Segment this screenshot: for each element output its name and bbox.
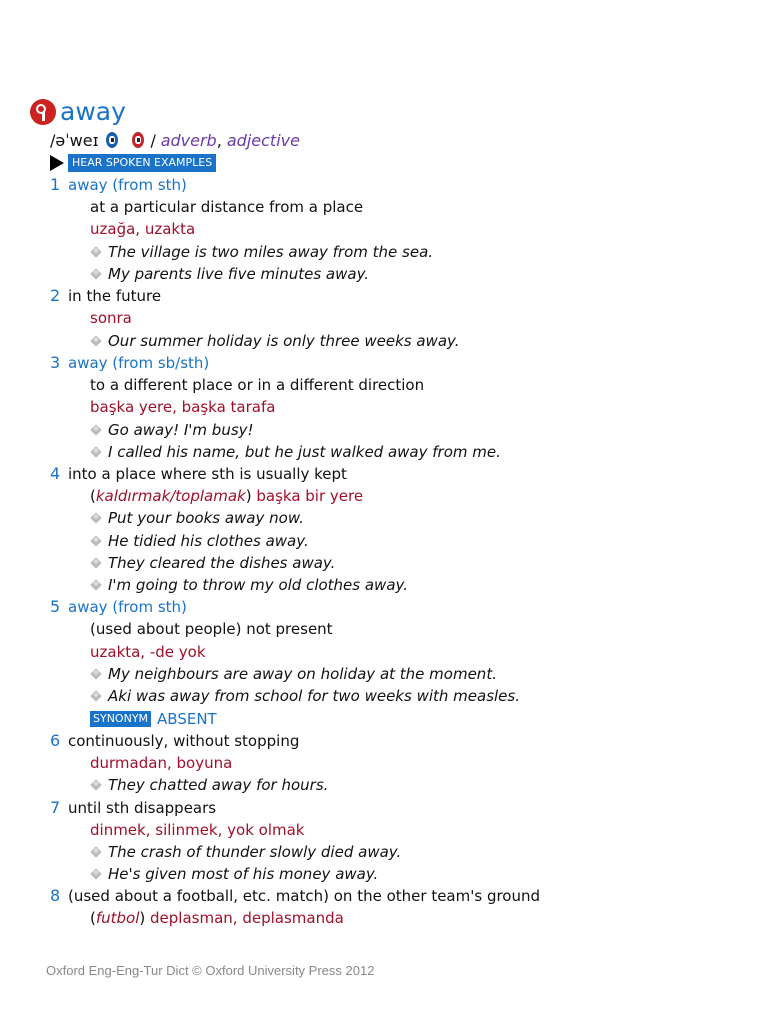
example-sentence[interactable] (90, 329, 750, 351)
example-bullet-icon (90, 535, 101, 546)
example-text: My parents live five minutes away. (108, 265, 370, 284)
example-sentence[interactable] (90, 241, 750, 263)
sense-head (50, 352, 750, 374)
turkish-translation: sonra (90, 309, 132, 328)
copyright-footer: Oxford Eng-Eng-Tur Dict © Oxford University Press 2012 (46, 963, 375, 978)
pronunciation-close: / (150, 130, 156, 150)
sense-head (50, 885, 750, 907)
sense-number: 8 (50, 886, 61, 906)
sense-number: 1 (50, 175, 61, 194)
paren-close: ) (139, 909, 151, 928)
sense-definition: in the future (68, 287, 162, 306)
sense-head (50, 797, 750, 819)
translation-text: başka bir yere (256, 486, 364, 505)
turkish-translation: durmadan, boyuna (90, 753, 233, 772)
sense-number: 6 (50, 730, 61, 750)
example-text: They chatted away for hours. (108, 776, 329, 795)
paren-open: ( (90, 486, 96, 505)
synonym-link[interactable]: ABSENT (157, 709, 217, 728)
example-text: My neighbours are away on holiday at the moment. (108, 665, 497, 684)
turkish-translation: dinmek, silinmek, yok olmak (90, 820, 305, 839)
headword: away (60, 97, 126, 126)
example-bullet-icon (90, 580, 101, 591)
turkish-translation: uzakta, -de yok (90, 642, 206, 661)
example-bullet-icon (90, 869, 101, 880)
example-text: Go away! I'm busy! (108, 420, 254, 439)
example-sentence[interactable] (90, 574, 750, 596)
sense-number: 4 (50, 463, 61, 483)
example-text: The village is two miles away from the sea. (108, 242, 434, 261)
sense-3 (50, 352, 750, 463)
part-of-speech-adjective[interactable]: adjective (226, 130, 300, 150)
dictionary-entry (30, 96, 750, 930)
example-bullet-icon (90, 780, 101, 791)
hear-examples-row (50, 152, 750, 174)
sense-head (50, 285, 750, 307)
example-sentence[interactable] (90, 685, 750, 707)
example-text: I'm going to throw my old clothes away. (108, 576, 408, 595)
example-text: He tidied his clothes away. (108, 531, 309, 550)
sense-number: 3 (50, 352, 61, 372)
senses-list (30, 174, 750, 930)
translation-label: futbol (95, 909, 140, 928)
sense-6 (50, 730, 750, 797)
sense-definition: into a place where sth is usually kept (68, 464, 347, 483)
example-sentence[interactable] (90, 841, 750, 863)
example-sentence[interactable] (90, 418, 750, 440)
turkish-translation (90, 907, 750, 929)
sense-head (50, 730, 750, 752)
example-text: They cleared the dishes away. (108, 554, 336, 572)
american-audio-speaker-icon[interactable] (129, 130, 147, 150)
british-audio-speaker-icon[interactable] (103, 130, 121, 150)
example-sentence[interactable] (90, 441, 750, 463)
sense-1 (50, 174, 750, 285)
sense-definition: continuously, without stopping (68, 731, 300, 750)
synonym-row (90, 708, 750, 730)
example-sentence[interactable] (90, 263, 750, 285)
turkish-translation: başka yere, başka tarafa (90, 398, 276, 417)
example-text: The crash of thunder slowly died away. (108, 842, 402, 861)
sense-7 (50, 797, 750, 886)
hear-spoken-examples-button[interactable]: HEAR SPOKEN EXAMPLES (68, 154, 216, 172)
turkish-translation (90, 485, 750, 507)
sense-4 (50, 463, 750, 596)
example-text: Put your books away now. (108, 509, 304, 528)
example-text: I called his name, but he just walked away from me. (108, 442, 501, 461)
synonym-badge: SYNONYM (90, 711, 151, 727)
translation-text: deplasman, deplasmanda (150, 909, 344, 928)
headword-row (30, 96, 750, 128)
example-bullet-icon (90, 691, 101, 702)
sense-definition: until sth disappears (68, 798, 217, 817)
example-bullet-icon (90, 557, 101, 568)
example-bullet-icon (90, 268, 101, 279)
example-bullet-icon (90, 335, 101, 346)
sense-number: 5 (50, 597, 61, 617)
example-bullet-icon (90, 846, 101, 857)
example-text: Our summer holiday is only three weeks away. (108, 331, 460, 350)
sense-2 (50, 285, 750, 352)
sense-phrase: away (from sth) (68, 176, 187, 194)
example-sentence[interactable] (90, 663, 750, 685)
translation-label: kaldırmak/toplamak (95, 486, 246, 505)
pronunciation: /əˈweɪ (50, 130, 99, 150)
example-bullet-icon (90, 446, 101, 457)
sense-8 (50, 885, 750, 929)
sense-number: 7 (50, 797, 61, 817)
definition: (used about people) not present (90, 620, 333, 639)
play-icon[interactable] (50, 155, 64, 171)
example-bullet-icon (90, 424, 101, 435)
definition: to a different place or in a different direction (90, 375, 425, 394)
example-sentence[interactable] (90, 863, 750, 885)
oxford-key-icon (30, 99, 56, 125)
part-of-speech-adverb[interactable]: adverb (160, 130, 217, 150)
example-bullet-icon (90, 513, 101, 524)
example-sentence[interactable] (90, 507, 750, 529)
sense-head (50, 463, 750, 485)
example-sentence[interactable] (90, 552, 750, 574)
definition: at a particular distance from a place (90, 198, 364, 216)
turkish-translation: uzağa, uzakta (90, 220, 196, 239)
sense-phrase: away (from sth) (68, 598, 187, 617)
sense-phrase: away (from sb/sth) (68, 353, 210, 372)
sense-definition: (used about a football, etc. match) on the other team's ground (68, 887, 541, 906)
example-text: Aki was away from school for two weeks with measles. (108, 687, 520, 706)
example-sentence[interactable] (90, 530, 750, 552)
example-text: He's given most of his money away. (108, 865, 379, 884)
example-sentence[interactable] (90, 774, 750, 796)
pronunciation-row: /əˈweɪ / adverb , adjective (50, 130, 300, 150)
example-bullet-icon (90, 669, 101, 680)
sense-head (50, 174, 750, 196)
sense-head (50, 596, 750, 618)
paren-open: ( (90, 909, 96, 928)
example-bullet-icon (90, 246, 101, 257)
sense-number: 2 (50, 286, 61, 306)
paren-close: ) (245, 486, 257, 505)
sense-5 (50, 596, 750, 729)
